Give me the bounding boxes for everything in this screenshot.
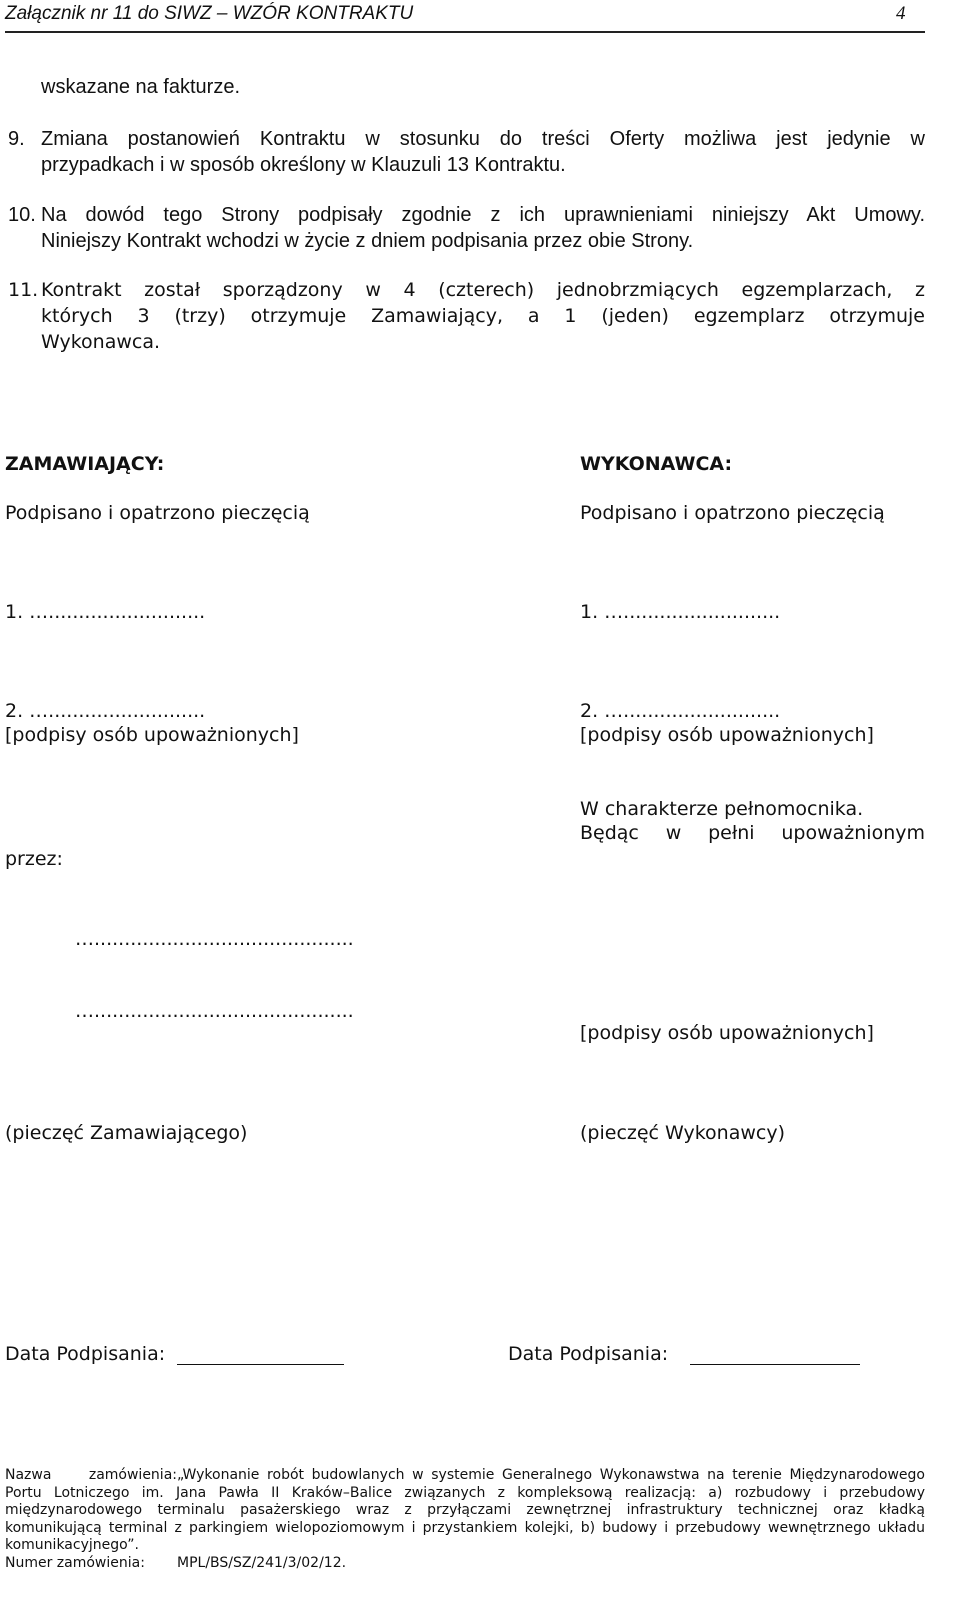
continuation-text: wskazane na fakturze. [41, 76, 240, 98]
contractor-stamp: (pieczęć Wykonawcy) [580, 1122, 786, 1144]
contractor-signature-2: 2. ….......................... [580, 700, 781, 722]
item-11-line-2: których 3 (trzy) otrzymuje Zamawiający, a 1 (jeden) egzemplarz otrzymuje [41, 305, 925, 327]
order-name-part-1: „Wykonanie robót budowlanych w systemie Generalnego Wykonawstwa na terenie Międzynarodowego [177, 1467, 925, 1483]
contractor-signed-text: Podpisano i opatrzono pieczęcią [580, 502, 885, 524]
item-number: 11. [8, 279, 39, 301]
contractor-heading: WYKONAWCA: [580, 453, 733, 475]
contractor-authorized-text: [podpisy osób upoważnionych] [580, 724, 874, 746]
przez-dots-1: …........................................... [75, 928, 354, 950]
header-title: Załącznik nr 11 do SIWZ – WZÓR KONTRAKTU [5, 3, 414, 24]
item-11-line-1: Kontrakt został sporządzony w 4 (czterech) jednobrzmiących egzemplarzach, z [41, 279, 925, 301]
order-number-value: MPL/BS/SZ/241/3/02/12. [177, 1554, 347, 1571]
employer-date-label: Data Podpisania: [5, 1343, 166, 1365]
contractor-signature-1: 1. ….......................... [580, 601, 781, 623]
employer-authorized-text: [podpisy osób upoważnionych] [5, 724, 299, 746]
proxy-text: W charakterze pełnomocnika. [580, 798, 864, 820]
footer-number-line [5, 1555, 925, 1573]
item-10-line-1: Na dowód tego Strony podpisały zgodnie z ich uprawnieniami niniejszy Akt Umowy. [41, 204, 925, 226]
employer-stamp: (pieczęć Zamawiającego) [5, 1122, 248, 1144]
item-10-line-2: Niniejszy Kontrakt wchodzi w życie z dniem podpisania przez obie Strony. [41, 230, 694, 252]
page-number: 4 [896, 3, 906, 24]
footer [5, 1467, 925, 1572]
footer-line-1 [5, 1467, 925, 1485]
contractor-date-label: Data Podpisania: [508, 1343, 669, 1365]
employer-signature-2: 2. ….......................... [5, 700, 206, 722]
order-name-label: Nazwa zamówienia: [5, 1467, 177, 1483]
contractor-authorized-text-2: [podpisy osób upoważnionych] [580, 1022, 874, 1044]
header-rule [5, 31, 925, 33]
employer-heading: ZAMAWIAJĄCY: [5, 453, 165, 475]
fully-authorized-text: Będąc w pełni upoważnionym [580, 822, 925, 844]
order-name-part-3: międzynarodowego terminalu pasażerskiego wraz z przyłączami zewnętrznej infrastruktury technicznej oraz kładką [5, 1502, 925, 1518]
przez-label: przez: [5, 848, 63, 870]
item-9-line-2: przypadkach i w sposób określony w Klauzuli 13 Kontraktu. [41, 154, 566, 176]
employer-signature-1: 1. ….......................... [5, 601, 206, 623]
employer-date-line [177, 1364, 344, 1365]
employer-signed-text: Podpisano i opatrzono pieczęcią [5, 502, 310, 524]
order-name-part-4: komunikującą terminal z parkingiem wielopoziomowym i przystankiem kolejki, b) budowy i przebudowy wewnętrznego układu [5, 1519, 925, 1536]
item-11-line-3: Wykonawca. [41, 331, 161, 353]
item-number: 10. [8, 204, 36, 226]
order-number-label: Numer zamówienia: [5, 1554, 145, 1571]
order-name-part-2: Portu Lotniczego im. Jana Pawła II Kraków–Balice związanych z kompleksową realizacją: a) rozbudowy i przebudowy [5, 1484, 925, 1501]
item-number: 9. [8, 128, 25, 150]
contractor-date-line [690, 1364, 860, 1365]
order-name-part-5: komunikacyjnego”. [5, 1537, 139, 1553]
item-9-line-1: Zmiana postanowień Kontraktu w stosunku do treści Oferty możliwa jest jedynie w [41, 128, 925, 150]
przez-dots-2: …........................................... [75, 1000, 354, 1022]
